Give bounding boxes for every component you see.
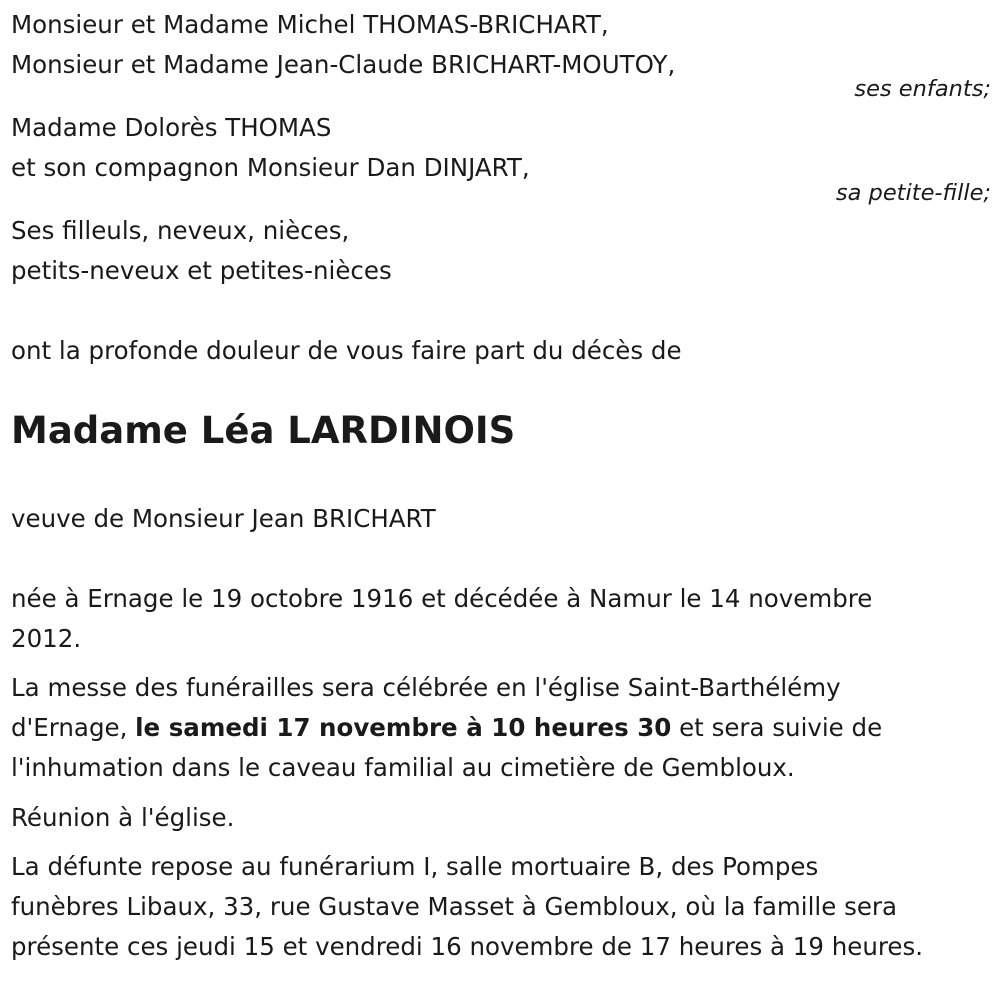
granddaughter-line-2: et son compagnon Monsieur Dan DINJART, [11,153,530,182]
others-line-2: petits-neveux et petites-nièces [11,256,392,285]
rest-line-3: présente ces jeudi 15 et vendredi 16 novembre de 17 heures à 19 heures. [11,932,924,961]
rest-line-2: funèbres Libaux, 33, rue Gustave Masset à Gembloux, où la famille sera [11,892,898,921]
others-line-1: Ses filleuls, neveux, nièces, [11,216,350,245]
announcement-intro: ont la profonde douleur de vous faire part du décès de [11,336,682,365]
children-line-1: Monsieur et Madame Michel THOMAS-BRICHART, [11,10,609,39]
deceased-name: Madame Léa LARDINOIS [11,409,516,452]
granddaughter-role: sa petite-fille; [835,180,991,206]
children-line-2: Monsieur et Madame Jean-Claude BRICHART-MOUTOY, [11,50,676,79]
birth-death-line-1: née à Ernage le 19 octobre 1916 et décédée à Namur le 14 novembre [11,584,873,613]
birth-death-line-2: 2012. [11,624,82,653]
widow-of-line: veuve de Monsieur Jean BRICHART [11,504,436,533]
meeting-line: Réunion à l'église. [11,803,235,832]
mass-line-1: La messe des funérailles sera célébrée en l'église Saint-Barthélémy [11,673,841,702]
mass-line-2 [11,713,882,743]
mass-line-3: l'inhumation dans le caveau familial au cimetière de Gembloux. [11,753,795,782]
mass-date-time: le samedi 17 novembre à 10 heures 30 [135,713,672,742]
rest-line-1: La défunte repose au funérarium I, salle mortuaire B, des Pompes [11,852,819,881]
mass-line-2-before: d'Ernage, [11,713,136,742]
granddaughter-line-1: Madame Dolorès THOMAS [11,113,332,142]
mass-line-2-after: et sera suivie de [671,713,883,742]
children-role: ses enfants; [854,76,991,102]
